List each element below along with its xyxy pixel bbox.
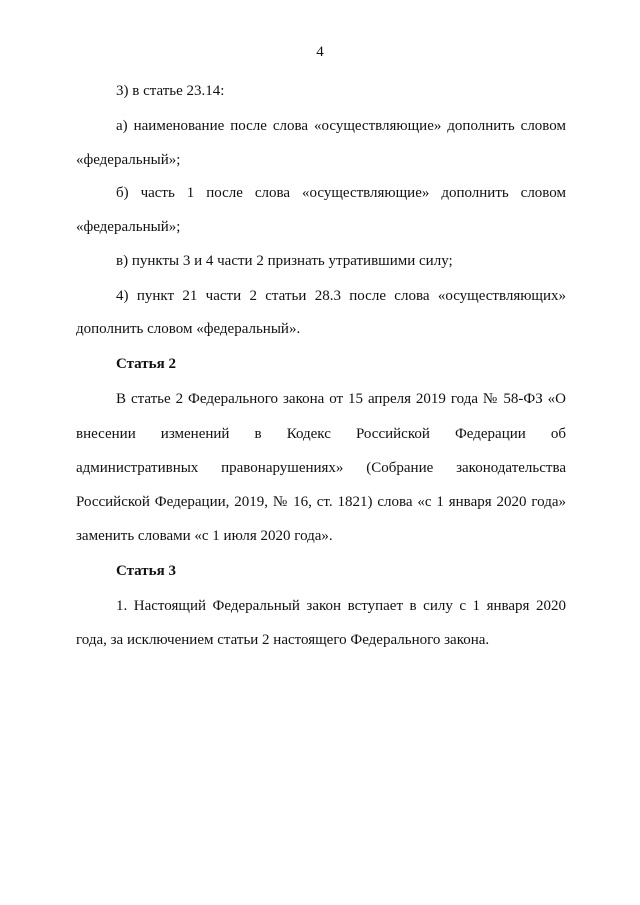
subitem-a-line-2: «федеральный»; [76,152,181,168]
item-3-heading: 3) в статье 23.14: [116,83,225,99]
item-4-line-2: дополнить словом «федеральный». [76,321,301,337]
page-number: 4 [316,44,324,60]
article-2-line-3: административных правонарушениях» (Собрание законодательства [76,460,566,476]
subitem-a-line-1: а) наименование после слова «осуществляющие» дополнить словом [116,118,566,134]
subitem-b-line-2: «федеральный»; [76,219,181,235]
article-2-line-4: Российской Федерации, 2019, № 16, ст. 1821) слова «с 1 января 2020 года» [76,494,566,510]
article-3-heading: Статья 3 [116,563,176,579]
article-2-heading: Статья 2 [116,356,176,372]
article-2-line-1: В статье 2 Федерального закона от 15 апреля 2019 года № 58-ФЗ «О [116,391,566,407]
item-4-line-1: 4) пункт 21 части 2 статьи 28.3 после слова «осуществляющих» [116,288,566,304]
subitem-v: в) пункты 3 и 4 части 2 признать утратившими силу; [116,253,453,269]
article-3-line-2: года, за исключением статьи 2 настоящего Федерального закона. [76,632,490,648]
article-2-line-2: внесении изменений в Кодекс Российской Федерации об [76,426,566,442]
article-3-line-1: 1. Настоящий Федеральный закон вступает в силу с 1 января 2020 [116,598,566,614]
subitem-b-line-1: б) часть 1 после слова «осуществляющие» дополнить словом [116,185,566,201]
article-2-line-5: заменить словами «с 1 июля 2020 года». [76,528,333,544]
